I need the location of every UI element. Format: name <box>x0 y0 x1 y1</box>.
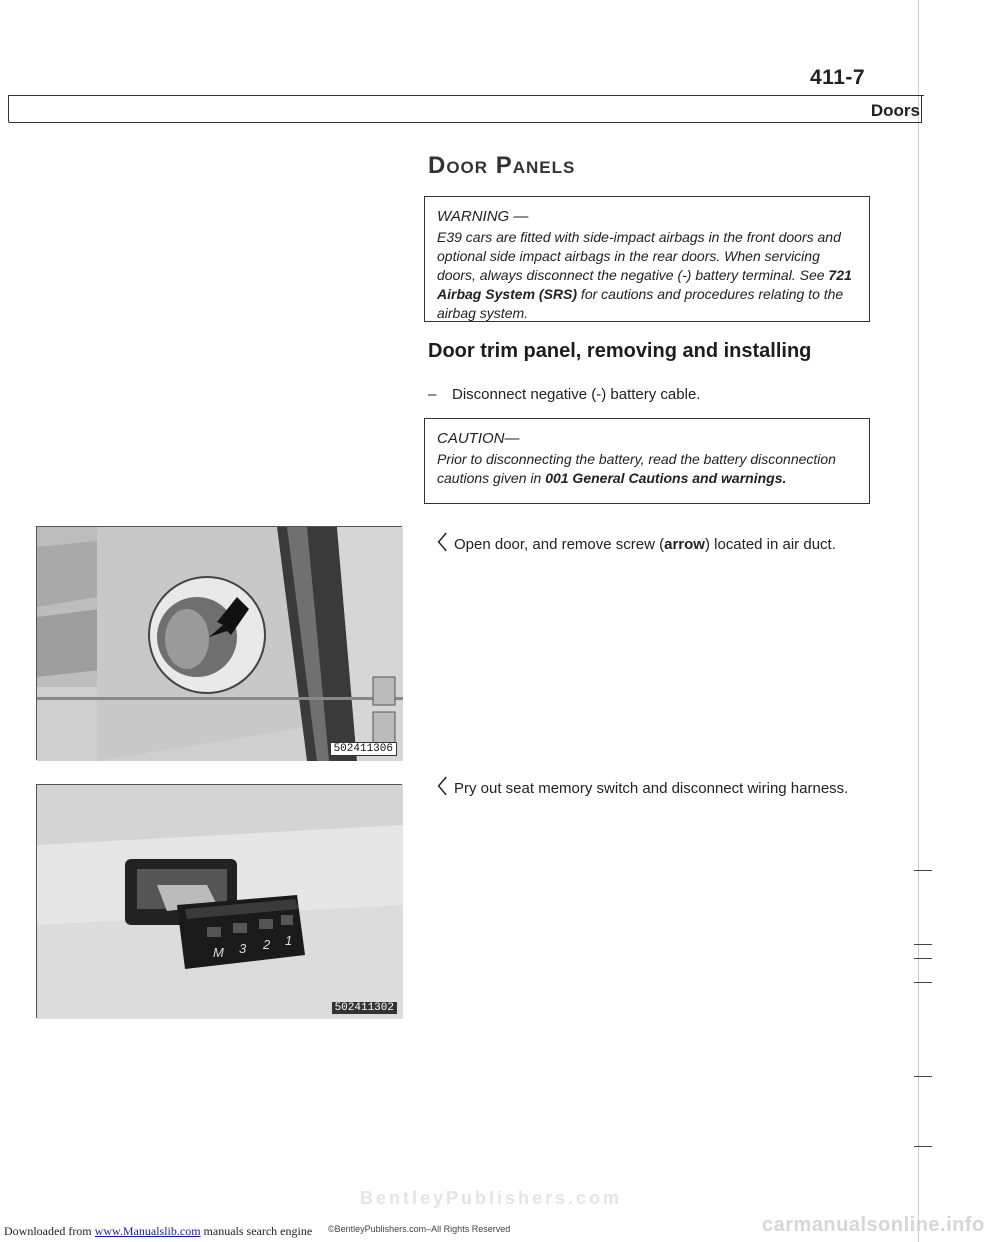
air-duct-photo <box>36 526 402 760</box>
caution-box <box>424 418 870 504</box>
caution-title: CAUTION— <box>437 430 520 447</box>
figure-number: 502411306 <box>330 742 397 756</box>
caution-reference: 001 General Cautions and warnings. <box>545 470 787 486</box>
margin-tick <box>914 958 932 959</box>
site-watermark: carmanualsonline.info <box>762 1214 985 1236</box>
subsection-title: Door trim panel, removing and installing <box>428 340 812 362</box>
margin-tick <box>914 870 932 871</box>
section-name: Doors <box>870 101 920 120</box>
figure-pointer-icon: 〈 <box>428 533 448 554</box>
copyright-notice: ©BentleyPublishers.com–All Rights Reserved <box>328 1224 511 1234</box>
step-text: Disconnect negative (-) battery cable. <box>452 386 701 403</box>
seat-memory-switch-photo <box>36 784 402 1018</box>
step-disconnect-battery <box>428 386 700 403</box>
dash-bullet: – <box>428 386 437 403</box>
publisher-watermark: BentleyPublishers.com <box>360 1188 623 1208</box>
step-text: Pry out seat memory switch and disconnect wiring harness. <box>454 780 849 797</box>
download-notice-suffix: manuals search engine <box>200 1224 313 1238</box>
warning-box <box>424 196 870 322</box>
step-text-bold: arrow <box>664 536 705 553</box>
margin-tick <box>914 1076 932 1077</box>
margin-tick <box>914 944 932 945</box>
caution-text: Prior to disconnecting the battery, read the battery disconnection cautions given in <box>437 451 836 486</box>
step-text: Open door, and remove screw ( <box>454 536 665 553</box>
section-title: Door Panels <box>428 152 576 179</box>
step-text-end: ) located in air duct. <box>704 536 836 553</box>
switch-label-3: 3 <box>239 941 247 956</box>
warning-text-end: for cautions and procedures relating to the airbag system. <box>437 286 844 321</box>
warning-reference: 721 Airbag System (SRS) <box>437 267 852 302</box>
download-notice <box>4 1224 312 1239</box>
switch-label-1: 1 <box>285 933 293 948</box>
figure-number: 502411302 <box>332 1002 397 1014</box>
seat-switch-illustration <box>37 785 403 1019</box>
step-remove-screw <box>428 528 836 555</box>
warning-title: WARNING — <box>437 208 529 225</box>
margin-tick <box>914 982 932 983</box>
air-duct-illustration <box>37 527 403 761</box>
switch-label-2: 2 <box>263 937 271 952</box>
margin-tick <box>914 1146 932 1147</box>
header-bar <box>8 95 922 123</box>
figure-pointer-icon: 〈 <box>428 777 448 798</box>
manualslib-link[interactable]: www.Manualslib.com <box>94 1224 201 1238</box>
step-pry-switch <box>428 772 848 799</box>
warning-text: E39 cars are fitted with side-impact airbags in the front doors and optional side impact airbags in the rear doors. When servicing doors, always disconnect the negative (-) battery terminal. See <box>437 229 841 283</box>
margin-guide-line <box>918 0 919 1242</box>
download-notice-prefix: Downloaded from <box>4 1224 95 1238</box>
page-number: 411-7 <box>810 66 866 89</box>
switch-label-m: M <box>213 945 224 960</box>
